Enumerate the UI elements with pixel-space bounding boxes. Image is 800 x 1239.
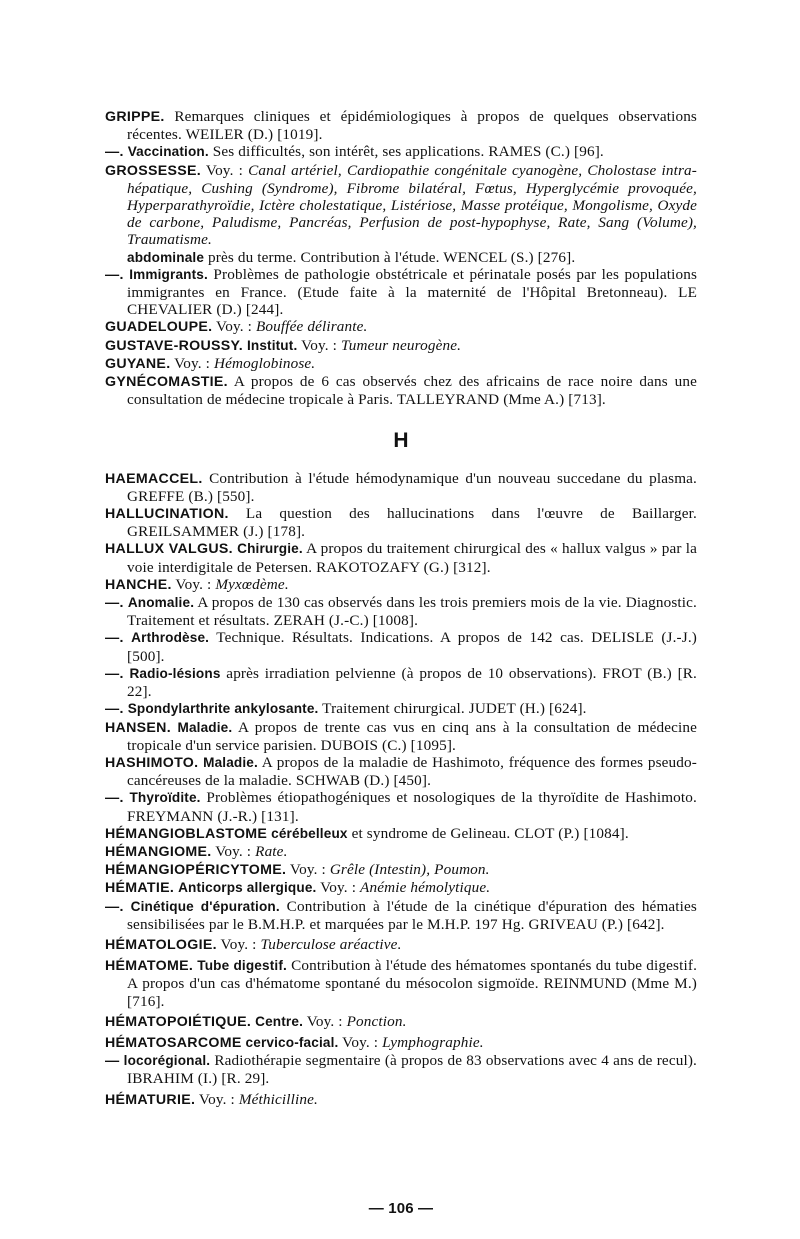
index-entry xyxy=(105,861,697,879)
entry-heading: HASHIMOTO. xyxy=(105,754,199,771)
entry-text: Voy. : xyxy=(320,879,357,897)
entry-heading: HALLUCINATION. xyxy=(105,506,229,523)
entry-cross-reference: Bouffée délirante. xyxy=(255,318,368,336)
entry-heading: HÉMATOSARCOME xyxy=(105,1034,242,1051)
entry-cross-reference: Tumeur neurogène. xyxy=(340,336,462,354)
entry-cross-reference: Lymphographie. xyxy=(382,1033,484,1051)
entry-heading: HALLUX VALGUS. xyxy=(105,541,233,558)
index-entry xyxy=(105,825,697,843)
entry-text: et syndrome de Gelineau. CLOT (P.) [1084]. xyxy=(351,824,629,842)
entry-text: Contribution à l'étude des hématomes spontanés du tube digestif. A propos d'un cas d'hématome spontané du mésocolon sigmoïde. REINMUND (Mme M.) [716]. xyxy=(127,957,698,1010)
section-h-entries xyxy=(105,470,697,1109)
entry-subheading: cervico-facial. xyxy=(245,1034,339,1050)
entry-subheading: Immigrants. xyxy=(129,266,208,282)
index-entry xyxy=(105,1052,697,1087)
entry-text: après irradiation pelvienne (à propos de 10 observations). FROT (B.) [R. 22]. xyxy=(127,664,698,701)
entry-text: Voy. : xyxy=(342,1033,379,1051)
entry-heading: —. xyxy=(105,790,124,807)
entry-text: Radiothérapie segmentaire (à propos de 83 observations avec 4 ans de recul). IBRAHIM (I.) [R. 29]. xyxy=(127,1052,697,1088)
entry-text: Voy. : xyxy=(205,161,244,179)
index-entry xyxy=(105,665,697,700)
section-g-entries xyxy=(105,108,697,408)
entry-subheading: Spondylarthrite ankylosante. xyxy=(127,701,319,717)
index-entry xyxy=(105,108,697,143)
entry-cross-reference: Tuberculose aréactive. xyxy=(260,935,402,953)
index-entry xyxy=(105,629,697,664)
entry-text: La question des hallucinations dans l'œuvre de Baillarger. GREILSAMMER (J.) [178]. xyxy=(127,505,697,541)
entry-text: A propos de la maladie de Hashimoto, fréquence des formes pseudo-cancéreuses de la maladie. SCHWAB (D.) [450]. xyxy=(127,753,697,790)
index-entry xyxy=(105,373,697,408)
entry-text: Problèmes de pathologie obstétricale et périnatale posés par les populations immigrantes en France. (Etude faite à la maternité de l'Hôpital Bretonneau). LE CHEVALIER (D.) [244]. xyxy=(127,265,698,319)
entry-text: Voy. : xyxy=(306,1012,343,1030)
entry-text: A propos de 6 cas observés chez des africains de race noire dans une consultation de médecine tropicale à Paris. TALLEYRAND (Mme A.) [713]. xyxy=(127,373,697,409)
entry-cross-reference: Hémoglobinose. xyxy=(214,354,316,372)
index-entry xyxy=(105,719,697,754)
entry-text: Voy. : xyxy=(215,842,252,860)
entry-text: A propos de trente cas vus en cinq ans à la consultation de médecine tropicale d'un service parisien. DUBOIS (C.) [1095]. xyxy=(127,718,697,754)
entry-heading: GUADELOUPE. xyxy=(105,319,213,336)
entry-text: Contribution à l'étude hémodynamique d'un nouveau succedane du plasma. GREFFE (B.) [550]. xyxy=(127,469,697,505)
index-entry xyxy=(105,162,697,249)
entry-heading: —. xyxy=(105,898,124,915)
entry-subheading: Maladie. xyxy=(203,754,258,770)
index-entry xyxy=(105,249,697,266)
entry-subheading: Arthrodèse. xyxy=(131,630,210,646)
entry-cross-reference: Anémie hémolytique. xyxy=(360,879,491,897)
entry-heading: HANSEN. xyxy=(105,719,171,736)
entry-subheading: Centre. xyxy=(255,1013,304,1029)
entry-heading: —. xyxy=(105,701,124,718)
entry-heading: HANCHE. xyxy=(105,576,172,593)
entry-subheading: Tube digestif. xyxy=(197,958,287,974)
entry-heading: HÉMANGIOBLASTOME xyxy=(105,825,268,842)
entry-cross-reference: Méthicilline. xyxy=(238,1090,318,1108)
index-entry xyxy=(105,843,697,861)
index-entry xyxy=(105,505,697,540)
entry-heading: GROSSESSE. xyxy=(105,162,202,179)
entry-heading: GYNÉCOMASTIE. xyxy=(105,374,228,391)
entry-subheading: Cinétique d'épuration. xyxy=(130,898,280,914)
index-entry xyxy=(105,957,697,1010)
entry-heading: HÉMANGIOME. xyxy=(105,843,212,860)
entry-subheading: locorégional. xyxy=(123,1053,211,1069)
index-entry xyxy=(105,355,697,373)
entry-subheading: Chirurgie. xyxy=(237,541,303,557)
index-entry xyxy=(105,879,697,897)
index-entry xyxy=(105,1013,697,1031)
entry-heading: —. xyxy=(105,144,124,161)
entry-heading: — xyxy=(105,1053,120,1070)
index-entry xyxy=(105,700,697,718)
entry-heading: HÉMATIE. xyxy=(105,880,175,897)
entry-heading: —. xyxy=(105,266,124,283)
entry-subheading: Anomalie. xyxy=(127,595,195,611)
entry-cross-reference: Grêle (Intestin), Poumon. xyxy=(329,861,490,879)
entry-heading: HÉMATOPOIÉTIQUE. xyxy=(105,1013,252,1030)
entry-heading: HÉMATOME. xyxy=(105,958,194,975)
entry-heading: GUYANE. xyxy=(105,355,171,372)
entry-heading: —. xyxy=(105,630,124,647)
entry-text: Voy. : xyxy=(289,861,326,879)
entry-text: Ses difficultés, son intérêt, ses applications. RAMES (C.) [96]. xyxy=(212,143,604,161)
index-entry xyxy=(105,143,697,161)
entry-text: Voy. : xyxy=(301,336,337,354)
index-entry xyxy=(105,318,697,336)
entry-heading: GRIPPE. xyxy=(105,109,165,125)
entry-text: Voy. : xyxy=(216,318,252,336)
entry-subheading: Anticorps allergique. xyxy=(178,880,317,896)
entry-text: Technique. Résultats. Indications. A propos de 142 cas. DELISLE (J.-J.) [500]. xyxy=(127,629,697,665)
index-entry xyxy=(105,789,697,824)
entry-heading: HÉMANGIOPÉRICYTOME. xyxy=(105,862,287,879)
entry-text: Voy. : xyxy=(198,1090,235,1108)
entry-heading: —. xyxy=(105,595,124,612)
index-entry xyxy=(105,540,697,575)
index-entry xyxy=(105,576,697,594)
entry-subheading: cérébelleux xyxy=(271,825,348,841)
entry-subheading: Vaccination. xyxy=(127,144,209,160)
index-entry xyxy=(105,754,697,789)
entry-heading: HÉMATURIE. xyxy=(105,1091,196,1108)
entry-text: Voy. : xyxy=(174,354,211,372)
entry-text: Traitement chirurgical. JUDET (H.) [624]. xyxy=(322,700,587,718)
index-entry xyxy=(105,594,697,629)
entry-text: Problèmes étiopathogéniques et nosologiques de la thyroïdite de Hashimoto. FREYMANN (J.-R.) [131]. xyxy=(127,789,697,825)
entry-text: Contribution à l'étude de la cinétique d'épuration des hématies sensibilisées par le B.M.H.P. et marquées par le M.H.P. 197 Hg. GRIVEAU (P.) [642]. xyxy=(127,897,697,933)
entry-text: près du terme. Contribution à l'étude. WENCEL (S.) [276]. xyxy=(208,248,576,266)
index-entry xyxy=(105,1034,697,1052)
entry-cross-reference: Ponction. xyxy=(346,1012,407,1030)
letter-heading: H xyxy=(393,429,409,453)
index-entry xyxy=(105,936,697,954)
index-entry xyxy=(105,266,697,319)
entry-text: Voy. : xyxy=(220,935,257,953)
index-entry xyxy=(105,1091,697,1109)
entry-subheading: Radio-lésions xyxy=(129,665,221,681)
entry-subheading: Institut. xyxy=(246,337,298,353)
entry-heading: HÉMATOLOGIE. xyxy=(105,936,217,953)
entry-heading: HAEMACCEL. xyxy=(105,470,203,487)
entry-text: Remarques cliniques et épidémiologiques à propos de quelques observations récentes. WEILER (D.) [1019]. xyxy=(127,108,697,144)
entry-text: A propos de 130 cas observés dans les trois premiers mois de la vie. Diagnostic. Traitement et résultats. ZERAH (J.-C.) [1008]. xyxy=(127,594,697,630)
entry-subheading: abdominale xyxy=(127,249,205,265)
index-entry xyxy=(105,898,697,933)
index-page xyxy=(105,108,698,1217)
entry-heading: GUSTAVE-ROUSSY. xyxy=(105,337,243,354)
entry-text: Voy. : xyxy=(175,575,212,593)
entry-cross-reference: Rate. xyxy=(255,842,288,860)
index-entry xyxy=(105,470,697,505)
entry-cross-reference: Myxœdème. xyxy=(215,575,289,593)
entry-heading: —. xyxy=(105,665,124,682)
entry-text: A propos du traitement chirurgical des « hallux valgus » par la voie interdigitale de Petersen. RAKOTOZAFY (G.) [312]. xyxy=(127,540,698,576)
index-entry xyxy=(105,337,697,355)
entry-subheading: Thyroïdite. xyxy=(129,790,201,806)
page-number: — 106 — xyxy=(368,1200,434,1217)
entry-subheading: Maladie. xyxy=(177,719,233,735)
entry-cross-reference: Canal artériel, Cardiopathie congénitale cyanogène, Cholostase intra-hépatique, Cushing (Syndrome), Fibrome bilatéral, Fœtus, Hyperglycémie provoquée, Hyperparathyroïdie, Ictère cholestatique, Listériose, Masse protéique, Mongolisme, Oxyde de carbone, Paludisme, Pancréas, Perfusion de post-hypophyse, Rate, Sang (Volume), Traumatisme. xyxy=(127,161,697,249)
